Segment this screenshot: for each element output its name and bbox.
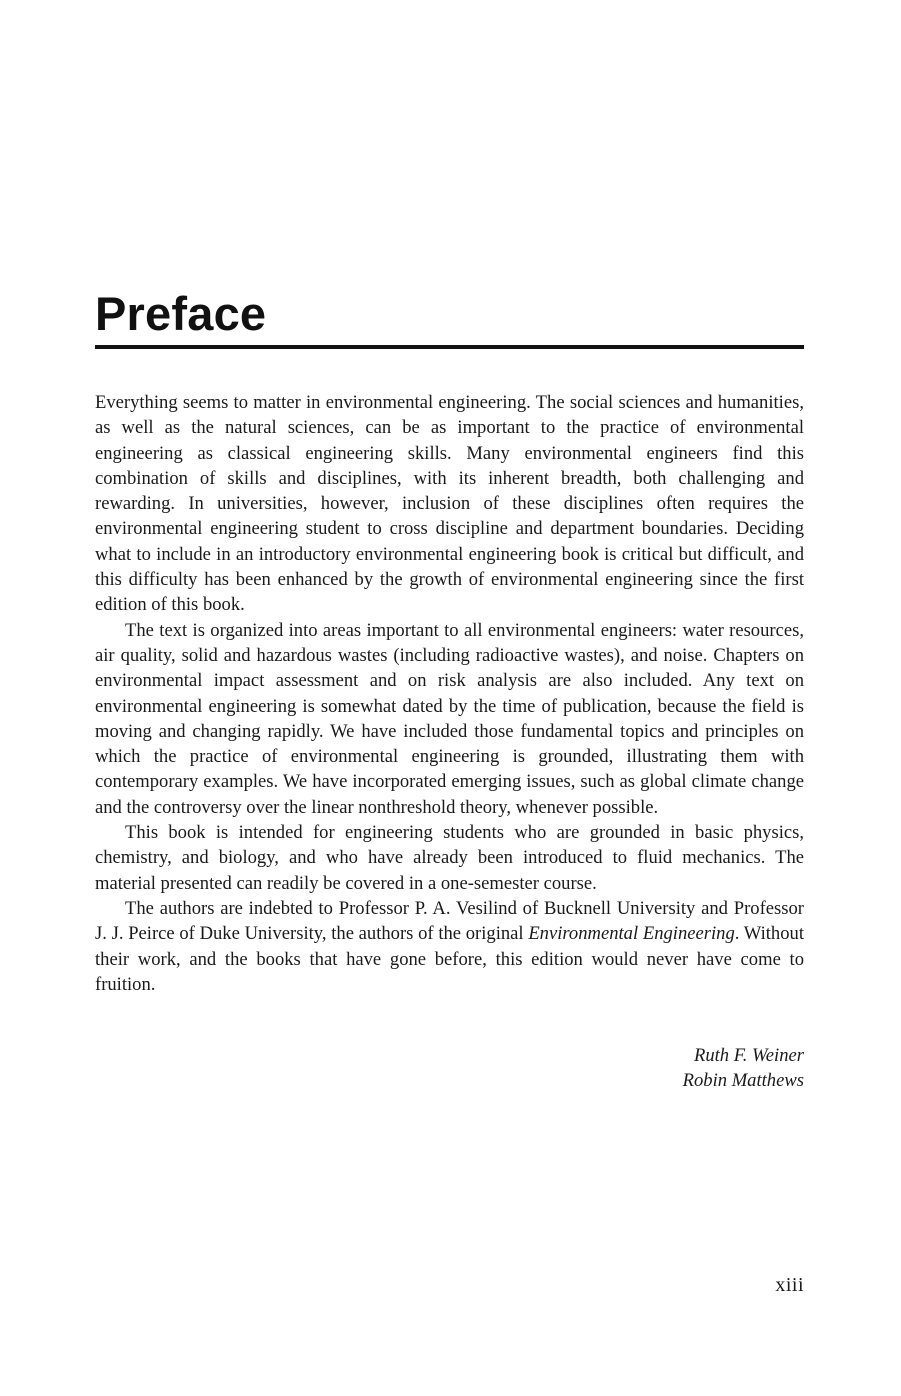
paragraph-3 (95, 820, 804, 896)
preface-body (95, 390, 804, 997)
page-number: xiii (775, 1274, 804, 1296)
author-name: Ruth F. Weiner (693, 1045, 804, 1066)
book-title-emphasis: Environmental Engineering (528, 923, 735, 945)
page-title: Preface (95, 287, 267, 340)
paragraph-1 (95, 390, 804, 618)
title-rule (95, 345, 804, 349)
paragraph-text: The authors are indebted to Professor P. A. Vesilind of Bucknell University and Professor J. J. Peirce of Duke University, the authors of the original (95, 897, 804, 945)
paragraph-text: The text is organized into areas important to all environmental engineers: water resources, air quality, solid and hazardous wastes (including radioactive wastes), and noise. Chapters on environmental impact assessment and on risk analysis are also included. Any text on environmental engineering is somewhat dated by the time of publication, because the field is moving and changing rapidly. We have included those fundamental topics and principles on which the practice of environmental engineering is grounded, illustrating them with contemporary examples. We have incorporated emerging issues, such as global climate change and the controversy over the linear nonthreshold theory, whenever possible. (95, 619, 804, 818)
paragraph-4 (95, 896, 804, 997)
paragraph-2 (95, 618, 804, 820)
author-signatures (683, 1043, 804, 1094)
author-name: Robin Matthews (682, 1070, 804, 1092)
paragraph-text: . Without their work, and the books that have gone before, this edition would never have come to fruition. (95, 923, 804, 995)
paragraph-text: This book is intended for engineering students who are grounded in basic physics, chemistry, and biology, and who have already been introduced to fluid mechanics. The material presented can readily be covered in a one-semester course. (95, 822, 804, 894)
paragraph-text: Everything seems to matter in environmental engineering. The social sciences and humanities, as well as the natural sciences, can be as important to the practice of environmental engineering as classical engineering skills. Many environmental engineers find this combination of skills and disciplines, with its inherent breadth, both challenging and rewarding. In universities, however, inclusion of these disciplines often requires the environmental engineering student to cross discipline and department boundaries. Deciding what to include in an introductory environmental engineering book is critical but difficult, and this difficulty has been enhanced by the growth of environmental engineering since the first edition of this book. (95, 392, 804, 616)
